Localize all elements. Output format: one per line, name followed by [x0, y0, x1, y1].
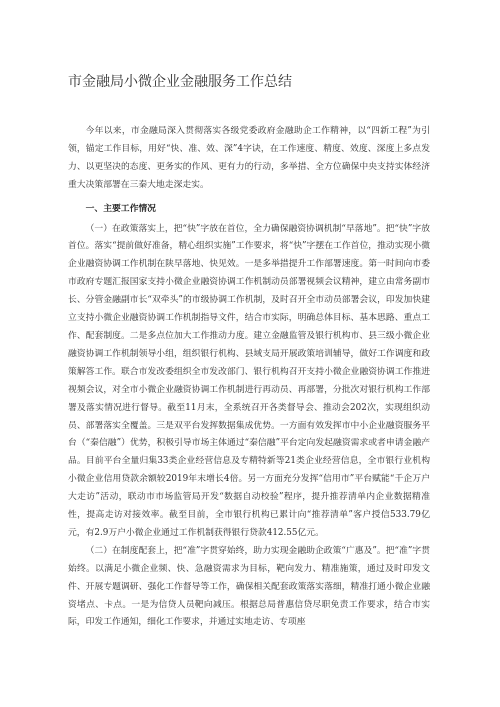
intro-paragraph: 今年以来，市金融局深入贯彻落实各级党委政府金融助企工作精神，以“四新工程”为引领，锚定工作目标，用好“快、准、效、深”4字诀，在工作速度、精度、效度、深度上多点发力、以更坚决的态度、更务实的作风、更有力的行动，多举措、全方位确保中央支持实体经济重大决策部署在三秦大地走深走实。 [68, 126, 430, 190]
body-paragraph-1: （一）在政策落实上，把“快”字放在首位，全力确保融资协调机制“早落地”。把“快”字放首位。落实“提前做好准备，精心组织实施”工作要求，将“快”字摆在工作首位，推动实现小微企业融资协调工作机制在陕早落地、快见效。一是多举措提升工作部署速度。第一时间向市委市政府专题汇报国家支持小微企业融资协调工作机制动员部署视频会议精神，建立由常务副市长、分管金融副市长“双牵头”的市级协调工作机制，及时召开全市动员部署会议，印发加快建立支持小微企业融资协调工作机制指导文件，结合市实际，明确总体目标、基本思路、重点工作、配套制度。二是多点位加大工作推动力度。建立金融监管及银行机构市、县三级小微企业融资协调工作机制领导小组，组织银行机构、县域支局开展政策培训辅导，做好工作调度和政策解答工作。联合市发改委组织全市发改部门、银行机构召开支持小微企业融资协调工作推进视频会议，对全市小微企业融资协调工作机制进行再动员、再部署，分批次对银行机构工作部署及落实情况进行督导。截至11月末，全系统召开各类督导会、推动会202次，实现组织动员、部署落实全覆盖。三是双平台发挥数据集成优势。一方面有效发挥市中小企业融资服务平台（“秦信融”）优势，积极引导市场主体通过“秦信融”平台定向发起融资需求或者申请金融产品。目前平台全量归集33类企业经营信息及专精特新等21类企业经营信息，全市银行业机构小微企业信用贷款余额较2019年末增长4倍。另一方面充分发挥“信用市”平台赋能“千企万户大走访”活动，联动市市场监管局开发“数据自动校验”程序，提升推荐清单内企业数据精准性，提高走访对接效率。截至目前，全市银行机构已累计向“推荐清单”客户授信533.79亿元，有2.9万户小微企业通过工作机制获得银行贷款412.55亿元。 [68, 223, 430, 538]
document-title: 市金融局小微企业金融服务工作总结 [68, 74, 292, 90]
document-body [68, 123, 430, 632]
spacer [68, 195, 430, 199]
body-paragraph-2: （二）在制度配套上，把“准”字贯穿始终，助力实现金融助企政策“广惠及”。把“准”字贯始终。以满足小微企业频、快、急融资需求为目标，靶向发力、精准施策，通过及时印发文件、开展专题调研、强化工作督导等工作，确保相关配套政策落实落细，精准打通小微企业融资堵点、卡点。一是为信贷人员靶向减压。根据总局普惠信贷尽职免责工作要求，结合市实际，印发工作通知，细化工作要求，并通过实地走访、专项座 [68, 545, 430, 628]
section-heading: 一、主要工作情况 [85, 203, 156, 214]
